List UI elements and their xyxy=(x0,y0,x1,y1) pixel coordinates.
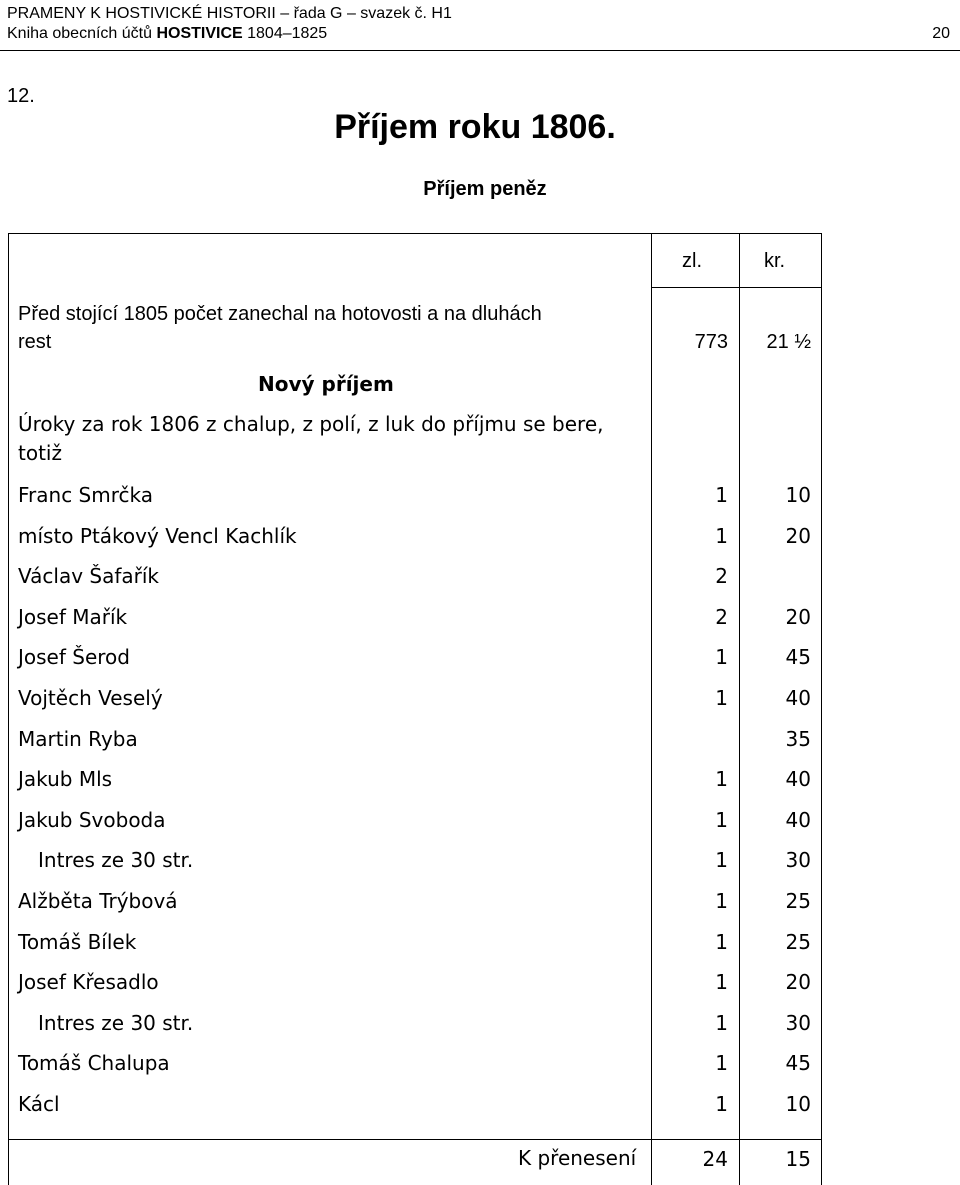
entry-zl: 1 xyxy=(715,645,728,669)
table-header-rule xyxy=(651,287,822,288)
entry-kr: 10 xyxy=(785,1092,811,1116)
entry-name: Kácl xyxy=(18,1092,60,1116)
entry-zl: 1 xyxy=(715,524,728,548)
total-kr: 15 xyxy=(785,1147,811,1171)
entry-name: Josef Šerod xyxy=(18,645,130,669)
table-total-rule xyxy=(8,1139,822,1140)
entry-name: Franc Smrčka xyxy=(18,483,153,507)
entry-kr: 20 xyxy=(785,970,811,994)
carryover-line-1: Před stojící 1805 počet zanechal na hotovosti a na dluhách xyxy=(18,303,542,325)
page-title-text: Příjem roku 1806. xyxy=(334,108,616,146)
entry-kr: 20 xyxy=(785,524,811,548)
entry-zl: 1 xyxy=(715,1092,728,1116)
page-number: 20 xyxy=(932,25,950,42)
entry-zl: 1 xyxy=(715,889,728,913)
header-book-prefix: Kniha obecních účtů xyxy=(7,25,157,42)
entry-zl: 1 xyxy=(715,848,728,872)
entry-name: Vojtěch Veselý xyxy=(18,686,163,710)
header-book-place: HOSTIVICE xyxy=(156,25,243,42)
entry-zl: 1 xyxy=(715,970,728,994)
column-header-kr: kr. xyxy=(764,250,786,272)
carryover-zl: 773 xyxy=(694,331,728,353)
entry-zl: 1 xyxy=(715,483,728,507)
entry-zl: 1 xyxy=(715,686,728,710)
entry-name: Jakub Svoboda xyxy=(18,808,166,832)
entry-kr: 10 xyxy=(785,483,811,507)
entry-kr: 40 xyxy=(785,767,811,791)
entry-kr: 30 xyxy=(785,1011,811,1035)
entry-name: místo Ptákový Vencl Kachlík xyxy=(18,524,297,548)
header-rule xyxy=(0,50,960,51)
table-left-border xyxy=(8,233,9,1185)
page-subtitle: Příjem peněz xyxy=(423,178,547,200)
total-label: K přenesení xyxy=(518,1146,637,1170)
entry-kr: 30 xyxy=(785,848,811,872)
new-income-heading: Nový příjem xyxy=(258,372,394,396)
section-number: 12. xyxy=(7,85,35,107)
entry-name: Václav Šafařík xyxy=(18,564,159,588)
entry-name: Intres ze 30 str. xyxy=(38,848,194,872)
intro-line-1: Úroky za rok 1806 z chalup, z polí, z luk do příjmu se bere, xyxy=(18,412,604,436)
entry-zl: 1 xyxy=(715,808,728,832)
entry-zl: 1 xyxy=(715,1051,728,1075)
entry-name: Alžběta Trýbová xyxy=(18,889,178,913)
carryover-line-2: rest xyxy=(18,331,52,353)
entry-kr: 45 xyxy=(785,645,811,669)
table-top-border xyxy=(8,233,822,234)
entry-name: Tomáš Bílek xyxy=(18,930,137,954)
entry-zl: 1 xyxy=(715,767,728,791)
entry-zl: 1 xyxy=(715,930,728,954)
header-book-years: 1804–1825 xyxy=(242,25,328,42)
table-right-border xyxy=(821,233,822,1185)
total-zl: 24 xyxy=(702,1147,728,1171)
entry-kr: 20 xyxy=(785,605,811,629)
entry-kr: 40 xyxy=(785,808,811,832)
header-book-title xyxy=(7,24,327,44)
entry-kr: 40 xyxy=(785,686,811,710)
entry-zl: 2 xyxy=(715,564,728,588)
intro-line-2: totiž xyxy=(18,441,62,465)
entry-kr: 25 xyxy=(785,930,811,954)
entry-kr: 25 xyxy=(785,889,811,913)
entry-name: Tomáš Chalupa xyxy=(18,1051,170,1075)
table-zl-divider xyxy=(651,233,652,1185)
entry-name: Jakub Mls xyxy=(18,767,113,791)
table-kr-divider xyxy=(739,233,740,1185)
entry-name: Martin Ryba xyxy=(18,727,138,751)
carryover-kr: 21 ½ xyxy=(766,331,811,353)
entry-name: Josef Mařík xyxy=(18,605,128,629)
entry-kr: 35 xyxy=(785,727,811,751)
page-title xyxy=(0,108,960,147)
entry-name: Intres ze 30 str. xyxy=(38,1011,194,1035)
entry-zl: 2 xyxy=(715,605,728,629)
column-header-zl: zl. xyxy=(682,250,702,272)
entry-kr: 45 xyxy=(785,1051,811,1075)
entry-name: Josef Křesadlo xyxy=(18,970,159,994)
entry-zl: 1 xyxy=(715,1011,728,1035)
header-series-title: PRAMENY K HOSTIVICKÉ HISTORII – řada G – svazek č. H1 xyxy=(7,5,452,22)
